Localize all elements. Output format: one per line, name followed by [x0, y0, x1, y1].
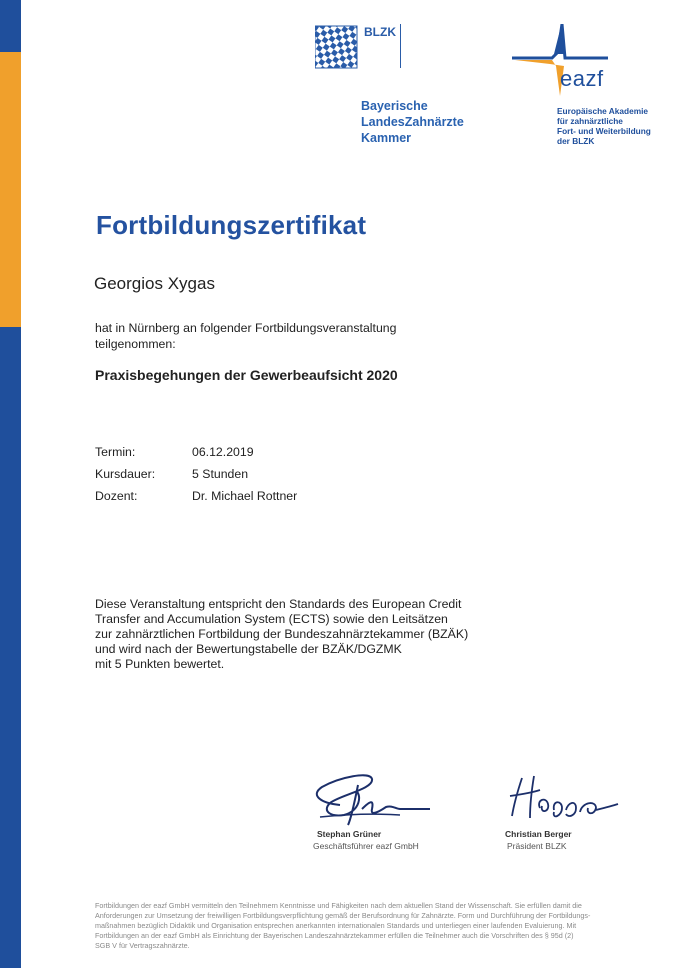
detail-row-lecturer	[95, 489, 395, 511]
footer-disclaimer: Fortbildungen der eazf GmbH vermitteln den Teilnehmern Kenntnisse und Fähigkeiten nach dem aktuellen Stand der Wissenschaft. Sie erfüllen damit die Anforderungen zur Umsetzung der freiwilligen Fortbildungsverpflichtung gemäß der Berufsordnung für Zahnärzte. Form und Durchführung der Fortbildungs- maßnahmen bezüglich Didaktik und Organisation entsprechen anerkannten internationalen Standards und unterliegen einer laufenden Evaluierung. Mit Fortbildungen an der eazf GmbH als Einrichtung der Bayerischen Landeszahnärztekammer erfüllen die Teilnehmer auch die Vorschriften des § 95d (2) SGB V für Vertragszahnärzte.	[95, 901, 591, 950]
side-stripe	[0, 0, 21, 968]
detail-label: Dozent:	[95, 489, 138, 503]
eazf-wordmark: eazf	[560, 66, 604, 91]
signature-gruener-icon	[300, 765, 435, 835]
detail-value: 5 Stunden	[192, 467, 249, 481]
certificate-title: Fortbildungszertifikat	[96, 210, 367, 240]
blzk-name: Bayerische LandesZahnärzte Kammer	[361, 99, 464, 145]
signer-name: Stephan Grüner	[317, 829, 382, 839]
detail-row-duration	[95, 467, 395, 489]
course-details	[95, 445, 395, 511]
participation-text: hat in Nürnberg an folgender Fortbildungsveranstaltung teilgenommen:	[95, 321, 397, 351]
signer-role: Geschäftsführer eazf GmbH	[313, 841, 419, 851]
signer-name: Christian Berger	[505, 829, 572, 839]
blzk-abbreviation: BLZK	[364, 25, 396, 39]
detail-label: Kursdauer:	[95, 467, 156, 481]
side-stripe-blue-top	[0, 0, 21, 52]
accreditation-statement: Diese Veranstaltung entspricht den Standards des European Credit Transfer and Accumulation System (ECTS) sowie den Leitsätzen zur zahnärztlichen Fortbildung der Bundeszahnärztekammer (BZÄK) und wird nach der Bewertungstabelle der BZÄK/DGZMK mit 5 Punkten bewertet.	[95, 597, 469, 671]
signer-role: Präsident BLZK	[507, 841, 567, 851]
detail-row-date	[95, 445, 395, 467]
signature-berger-icon	[500, 770, 625, 830]
detail-value: 06.12.2019	[192, 445, 254, 459]
recipient-name: Georgios Xygas	[94, 274, 215, 293]
detail-value: Dr. Michael Rottner	[192, 489, 298, 503]
eazf-subtitle: Europäische Akademie für zahnärztliche Fort- und Weiterbildung der BLZK	[557, 106, 651, 146]
blzk-divider	[400, 24, 401, 68]
course-title: Praxisbegehungen der Gewerbeaufsicht 2020	[95, 367, 398, 383]
side-stripe-orange	[0, 52, 21, 327]
detail-label: Termin:	[95, 445, 136, 459]
side-stripe-blue	[0, 327, 21, 968]
